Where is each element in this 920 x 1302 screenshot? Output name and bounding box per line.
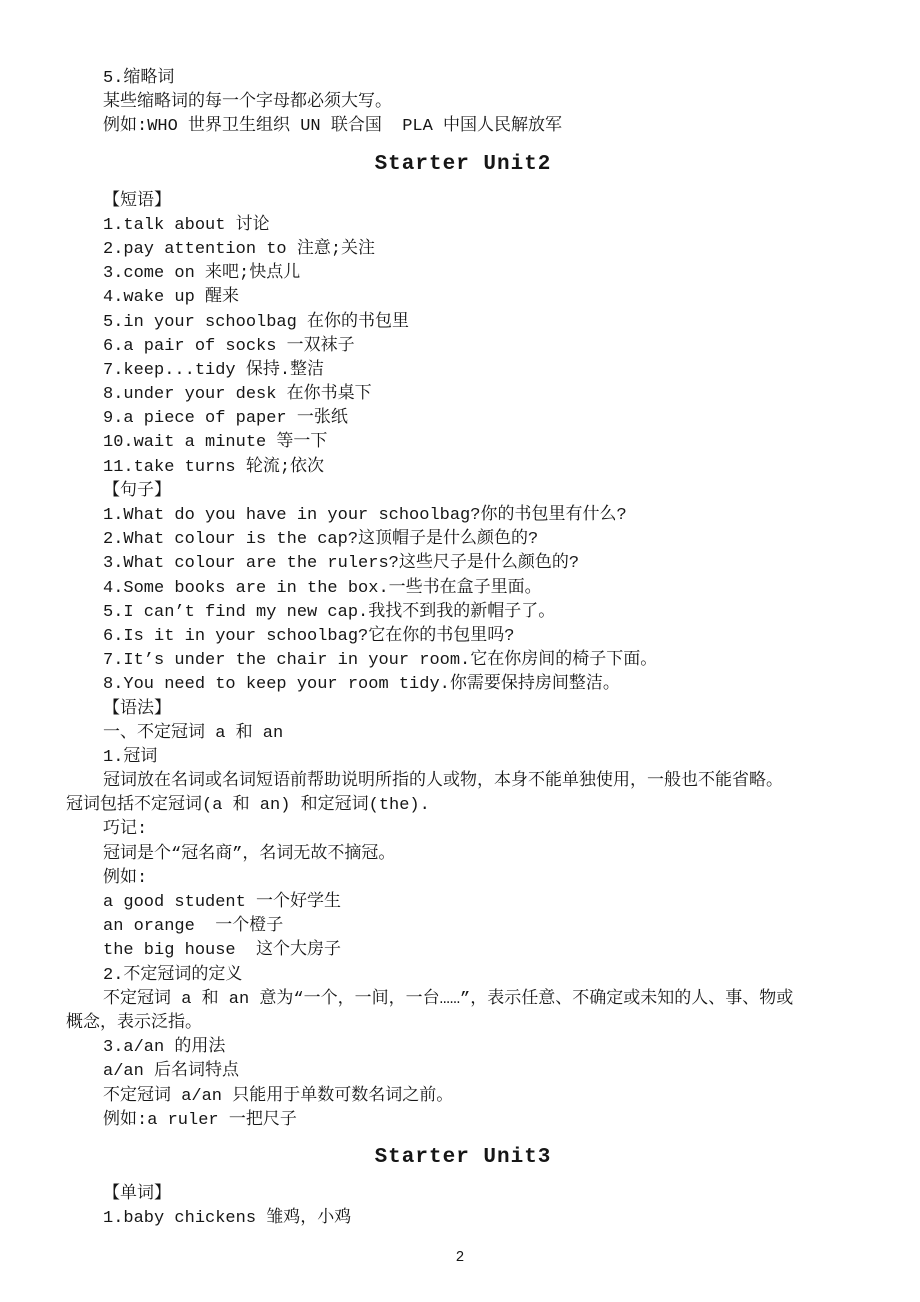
text-line: 5.in your schoolbag 在你的书包里 — [103, 312, 410, 332]
text-line: 4.wake up 醒来 — [103, 288, 240, 308]
text-line: 2.不定冠词的定义 — [103, 965, 243, 985]
unit-heading: Starter Unit2 — [374, 152, 552, 176]
text-line: a/an 后名词特点 — [103, 1062, 240, 1082]
text-line: 1.What do you have in your schoolbag?你的书包里有什么? — [103, 506, 627, 525]
text-line: 2.What colour is the cap?这顶帽子是什么颜色的? — [103, 530, 539, 550]
text-line: a good student 一个好学生 — [103, 893, 342, 912]
text-line: 11.take turns 轮流;依次 — [103, 457, 325, 477]
text-line: 冠词包括不定冠词(a 和 an) 和定冠词(the). — [66, 796, 430, 816]
text-line: 某些缩略词的每一个字母都必须大写。 — [103, 93, 392, 113]
text-line: 4.Some books are in the box.一些书在盒子里面。 — [103, 578, 542, 598]
text-line: 5.缩略词 — [103, 69, 175, 88]
section-label: 【句子】 — [103, 481, 171, 501]
text-line: 9.a piece of paper 一张纸 — [103, 409, 348, 429]
section-label: 【单词】 — [103, 1184, 171, 1204]
text-line: an orange 一个橙子 — [103, 917, 284, 937]
text-line: 不定冠词 a/an 只能用于单数可数名词之前。 — [103, 1086, 454, 1106]
text-line: 3.a/an 的用法 — [103, 1038, 226, 1058]
text-line: 3.What colour are the rulers?这些尺子是什么颜色的? — [103, 554, 580, 574]
unit-heading: Starter Unit3 — [374, 1145, 552, 1169]
text-line: 8.under your desk 在你书桌下 — [103, 385, 372, 405]
text-line: 一、不定冠词 a 和 an — [103, 723, 284, 743]
text-line: 1.冠词 — [103, 747, 158, 767]
text-line: 概念，表示泛指。 — [66, 1013, 202, 1033]
section-label: 【语法】 — [103, 699, 171, 719]
text-line: 10.wait a minute 等一下 — [103, 433, 328, 453]
text-line: 7.keep...tidy 保持.整洁 — [103, 360, 325, 380]
text-line: 不定冠词 a 和 an 意为“一个，一间，一台……”，表示任意、不确定或未知的人、事、物或 — [103, 989, 794, 1009]
text-line: 例如:a ruler 一把尺子 — [103, 1110, 297, 1130]
text-line: 1.baby chickens 雏鸡，小鸡 — [103, 1209, 352, 1229]
text-line: 冠词是个“冠名商”，名词无故不摘冠。 — [103, 844, 396, 864]
text-line: 1.talk about 讨论 — [103, 215, 270, 235]
page-number: 2 — [455, 1250, 465, 1266]
text-line: 6.Is it in your schoolbag?它在你的书包里吗? — [103, 626, 515, 646]
text-line: 2.pay attention to 注意;关注 — [103, 239, 376, 259]
text-line: the big house 这个大房子 — [103, 941, 342, 961]
text-line: 例如:WHO 世界卫生组织 UN 联合国 PLA 中国人民解放军 — [103, 117, 563, 137]
text-line: 7.It’s under the chair in your room.它在你房间的椅子下面。 — [103, 651, 658, 671]
text-line: 8.You need to keep your room tidy.你需要保持房间整洁。 — [103, 675, 620, 695]
text-line: 例如: — [103, 868, 148, 888]
text-line: 6.a pair of socks 一双袜子 — [103, 336, 355, 356]
text-line: 3.come on 来吧;快点儿 — [103, 264, 301, 284]
text-line: 冠词放在名词或名词短语前帮助说明所指的人或物，本身不能单独使用，一般也不能省略。 — [103, 772, 783, 792]
section-label: 【短语】 — [103, 191, 171, 211]
text-line: 巧记: — [103, 820, 148, 840]
text-line: 5.I can’t find my new cap.我找不到我的新帽子了。 — [103, 602, 556, 622]
